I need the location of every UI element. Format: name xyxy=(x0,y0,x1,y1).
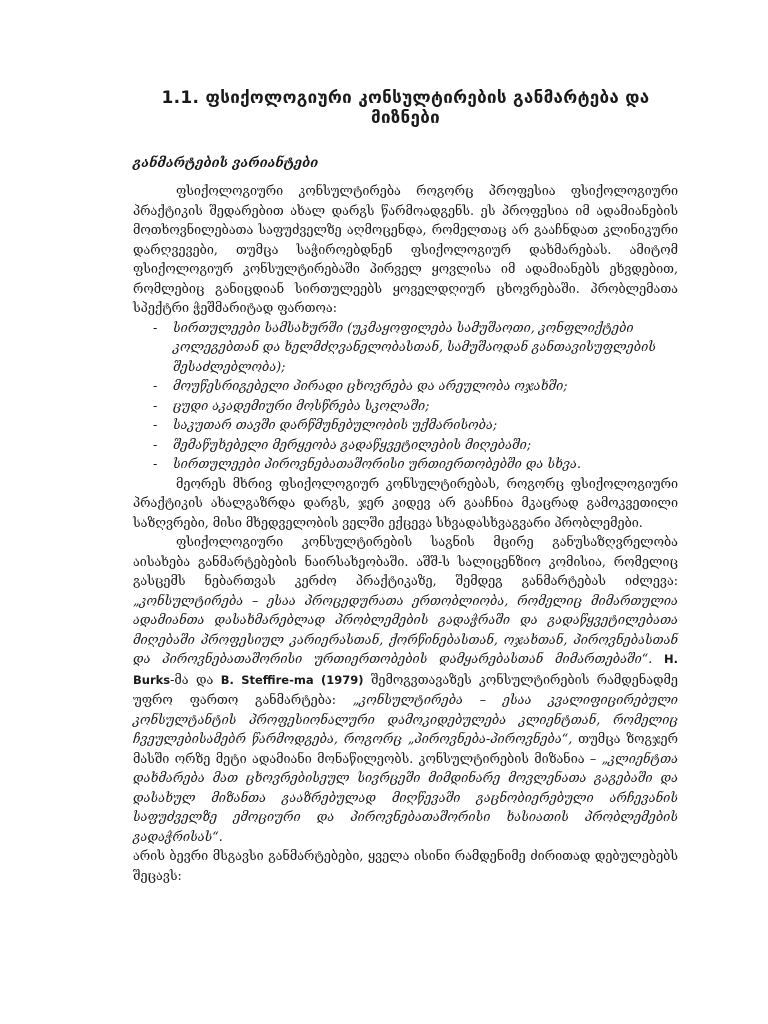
list-item: - ცუდი აკადემიური მოსწრება სკოლაში; xyxy=(153,396,678,416)
paragraph-boundaries: მეორეს მხრივ ფსიქოლოგიურ კონსულტირებას, როგორც ფსიქოლოგიური პრაქტიკის ახალგაზრდა დარგს, ჯერ კიდევ არ გააჩნია მკაცრად გამოკვეთილი საზღვრები, მისი მხედველობის ველში ექცევა სხვადასხვაგვარი პრობლემები. xyxy=(133,475,678,530)
connector-text: თუმცა ზოგჯერ მასში ორზე მეტი ადამიანი მონაწილეობს. კონსულტირების მიზანია – xyxy=(133,731,678,766)
connector-text: შემოგვთავაზეს კონსულტირების რამდენადმე უფრო ფართო განმარტება: xyxy=(133,671,678,707)
license-commission-quote: „კონსულტირება – ესაა პროცედურათა ერთობლიობა, რომელიც მიმართულია ადამიანთა დასახმარებლად პრობლემების გადაჭრაში და გადაწყვეტილებათა მიღებაში პროფესიულ კარიერასთან, ქორწინებასთან, ოჯახთან, პიროვნებასთან და პიროვნებათაშორისი ურთიერთობების დამყარებასთან მიმართებაში“. xyxy=(133,592,678,666)
body-text xyxy=(133,181,678,885)
list-item: - საკუთარ თავში დარწმუნებულობის უქმარისობა; xyxy=(153,415,678,435)
paragraph-definitions xyxy=(133,532,678,846)
section-title: 1.1. ფსიქოლოგიური კონსულტირების განმარტება და მიზნები xyxy=(161,88,650,128)
problem-list xyxy=(133,318,678,474)
list-item: - მოუწესრიგებელი პირადი ცხოვრება და არეულობა ოჯახში; xyxy=(153,376,678,396)
goal-quote: „კლიენტთა დახმარება მათ ცხოვრებისეულ სივრცეში მიმდინარე მოვლენათა გაგებაში და დასახულ მიზანთა გააზრებულად მიღწევაში გაცნობიერებული არჩევანის საფუძველზე ემოციური და პიროვნებათაშორისი ხასიათის პრობლემების გადაჭრისას“. xyxy=(133,750,678,844)
paragraph-intro: ფსიქოლოგიური კონსულტირება როგორც პროფესია ფსიქოლოგიური პრაქტიკის შედარებით ახალ დარგს წარმოადგენს. ეს პროფესია იმ ადამიანების მოთხოვნილებათა საფუძველზე აღმოცენდა, რომელთაც არ გააჩნდათ კლინიკური დარღვევები, თუმცა საჭიროებდნენ ფსიქოლოგიურ დახმარებას. ამიტომ ფსიქოლოგიურ კონსულტირებაში პირველ ყოვლისა იმ ადამიანებს ეხვდებით, რომლებიც განიცდიან სირთულეებს ყოველდღიურ ცხოვრებაში. პრობლემათა სპექტრი ჭეშმარიტად ფართოა: xyxy=(133,183,678,315)
list-item: - სირთულეები სამსახურში (უკმაყოფილება სამუშაოთი, კონფლიქტები კოლეგებთან და ხელმძღვანელობასთან, სამუშაოდან განთავისუფლების შესაძლებლობა); xyxy=(153,318,678,377)
paragraph-closing: არის ბევრი მსგავსი განმარტებები, ყველა ისინი რამდენიმე ძირითად დებულებებს შეცავს: xyxy=(133,848,678,883)
list-item: - სირთულეები პიროვნებათაშორისი ურთიერთობებში და სხვა. xyxy=(153,454,678,474)
author-burks: H. Burks xyxy=(133,652,678,687)
author-steffire: B. Steffire-ma (1979) xyxy=(220,672,364,687)
connector-text: -მა და xyxy=(170,671,214,687)
burks-steffire-quote: „კონსულტირება – ესაა კვალიფიცირებული კონსულტანტის პროფესიონალური დამოკიდებულება კლიენტთან, რომელიც ჩვეულებისამებრ წარმოდგება, როგორც „პიროვნება-პიროვნება“, xyxy=(133,692,678,746)
section-subtitle: განმარტების ვარიანტები xyxy=(133,156,319,171)
list-item: - შემაწუხებელი მერყეობა გადაწყვეტილების მიღებაში; xyxy=(153,435,678,455)
definitions-lead: ფსიქოლოგიური კონსულტირების საგნის მცირე განუსაზღვრელობა აისახება განმარტებების ნაირსახეობაში. აშშ-ს სალიცენზიო კომისია, რომელიც გასცემს ნებართვას კერძო პრაქტიკაზე, შემდეგ განმარტებას იძლევა: xyxy=(133,534,678,588)
